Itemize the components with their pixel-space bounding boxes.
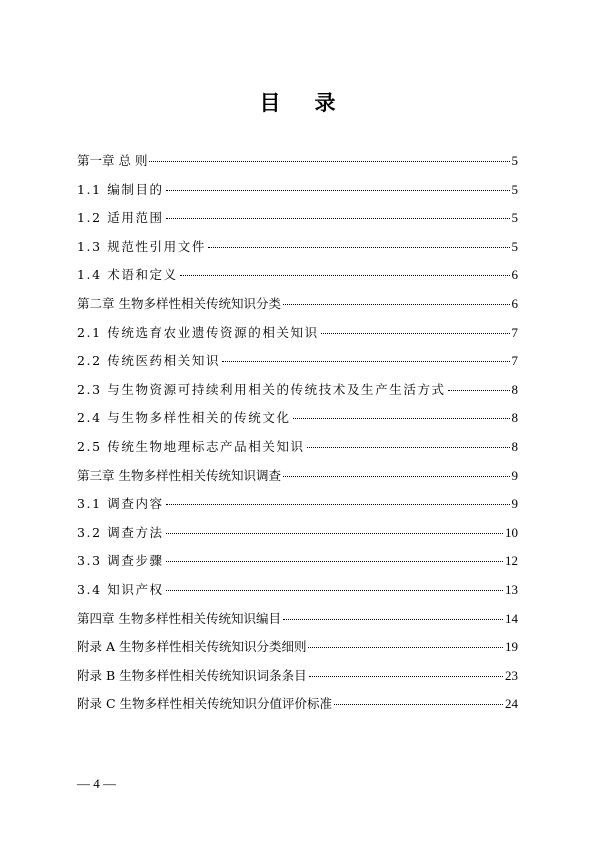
toc-entry[interactable] bbox=[77, 490, 518, 519]
toc-dot-leader bbox=[180, 275, 510, 276]
toc-entry-page: 9 bbox=[511, 467, 518, 483]
toc-entry[interactable] bbox=[77, 633, 518, 662]
toc-dot-leader bbox=[307, 447, 510, 448]
toc-entry-label: 1.1 编制目的 bbox=[77, 181, 164, 197]
toc-entry-page: 14 bbox=[505, 610, 518, 626]
toc-dot-leader bbox=[166, 218, 510, 219]
toc-entry[interactable] bbox=[77, 233, 518, 262]
toc-dot-leader bbox=[309, 676, 503, 677]
toc-entry-page: 5 bbox=[511, 153, 518, 168]
toc-dot-leader bbox=[334, 704, 503, 705]
page-number: — 4 — bbox=[77, 776, 116, 791]
toc-entry[interactable] bbox=[77, 690, 518, 719]
toc-entry[interactable] bbox=[77, 605, 518, 634]
toc-dot-leader bbox=[166, 190, 510, 191]
toc-entry-page: 10 bbox=[505, 524, 518, 540]
toc-entry[interactable] bbox=[77, 319, 518, 348]
toc-dot-leader bbox=[166, 504, 510, 505]
toc-entry-page: 8 bbox=[511, 410, 518, 426]
toc-entry-page: 13 bbox=[505, 581, 518, 597]
toc-entry-label: 1.3 规范性引用文件 bbox=[77, 238, 206, 254]
toc-dot-leader bbox=[283, 476, 510, 477]
toc-dot-leader bbox=[149, 161, 509, 162]
toc-entry-label: 3.4 知识产权 bbox=[77, 581, 164, 597]
toc-entry-label: 第二章 生物多样性相关传统知识分类 bbox=[77, 295, 281, 311]
toc-entry-page: 5 bbox=[511, 210, 518, 226]
toc-dot-leader bbox=[222, 361, 509, 362]
toc-entry-label: 2.4 与生物多样性相关的传统文化 bbox=[77, 410, 291, 426]
toc-heading bbox=[0, 87, 595, 117]
toc-heading-char-1: 目 bbox=[259, 90, 281, 115]
toc-entry[interactable] bbox=[77, 519, 518, 548]
toc-dot-leader bbox=[321, 333, 510, 334]
toc-heading-char-2: 录 bbox=[314, 90, 336, 115]
toc-entry[interactable] bbox=[77, 662, 518, 691]
toc-entry-page: 12 bbox=[505, 553, 518, 569]
toc-entry-page: 23 bbox=[505, 667, 518, 683]
toc-entry[interactable] bbox=[77, 376, 518, 405]
toc-entry-label: 第一章 总 则 bbox=[77, 153, 148, 168]
toc-entry-page: 7 bbox=[511, 353, 518, 369]
toc-entry[interactable] bbox=[77, 347, 518, 376]
toc-entry[interactable] bbox=[77, 261, 518, 290]
toc-entry[interactable] bbox=[77, 290, 518, 319]
toc-entry-label: 2.2 传统医药相关知识 bbox=[77, 353, 221, 369]
toc-entry-page: 5 bbox=[511, 181, 518, 197]
toc-entry-page: 6 bbox=[511, 267, 518, 283]
toc-entry-label: 2.1 传统选育农业遗传资源的相关知识 bbox=[77, 324, 319, 340]
toc-entry-page: 5 bbox=[511, 238, 518, 254]
toc-dot-leader bbox=[308, 647, 503, 648]
toc-entry[interactable] bbox=[77, 576, 518, 605]
toc-entry[interactable] bbox=[77, 404, 518, 433]
toc-entry[interactable] bbox=[77, 176, 518, 205]
toc-entry[interactable] bbox=[77, 147, 518, 176]
toc-entry-label: 1.4 术语和定义 bbox=[77, 267, 178, 283]
toc-entry[interactable] bbox=[77, 547, 518, 576]
toc-entry-label: 第四章 生物多样性相关传统知识编目 bbox=[77, 610, 281, 626]
toc-dot-leader bbox=[448, 390, 510, 391]
toc-entry-page: 24 bbox=[505, 696, 518, 712]
toc-dot-leader bbox=[166, 561, 503, 562]
toc-entry[interactable] bbox=[77, 204, 518, 233]
toc-dot-leader bbox=[283, 619, 503, 620]
toc-entry[interactable] bbox=[77, 433, 518, 462]
toc-dot-leader bbox=[166, 533, 503, 534]
toc-entry[interactable] bbox=[77, 462, 518, 491]
toc-entry-page: 19 bbox=[505, 639, 518, 655]
toc-entry-label: 附录 A 生物多样性相关传统知识分类细则 bbox=[77, 639, 307, 655]
toc-entry-label: 附录 B 生物多样性相关传统知识词条条目 bbox=[77, 667, 307, 683]
toc-entry-label: 3.2 调查方法 bbox=[77, 524, 164, 540]
toc-entry-page: 6 bbox=[511, 295, 518, 311]
toc-entry-label: 3.1 调查内容 bbox=[77, 496, 164, 512]
toc-entry-page: 7 bbox=[511, 324, 518, 340]
toc-entry-label: 1.2 适用范围 bbox=[77, 210, 164, 226]
toc-entry-page: 9 bbox=[511, 496, 518, 512]
toc-list bbox=[77, 147, 518, 719]
toc-entry-label: 2.3 与生物资源可持续利用相关的传统技术及生产生活方式 bbox=[77, 381, 446, 397]
toc-entry-label: 3.3 调查步骤 bbox=[77, 553, 164, 569]
toc-dot-leader bbox=[166, 590, 503, 591]
toc-entry-page: 8 bbox=[511, 438, 518, 454]
toc-entry-page: 8 bbox=[511, 381, 518, 397]
toc-dot-leader bbox=[293, 418, 510, 419]
toc-entry-label: 2.5 传统生物地理标志产品相关知识 bbox=[77, 438, 305, 454]
toc-entry-label: 第三章 生物多样性相关传统知识调查 bbox=[77, 467, 281, 483]
toc-dot-leader bbox=[283, 304, 510, 305]
toc-dot-leader bbox=[208, 247, 510, 248]
toc-entry-label: 附录 C 生物多样性相关传统知识分值评价标准 bbox=[77, 696, 333, 712]
